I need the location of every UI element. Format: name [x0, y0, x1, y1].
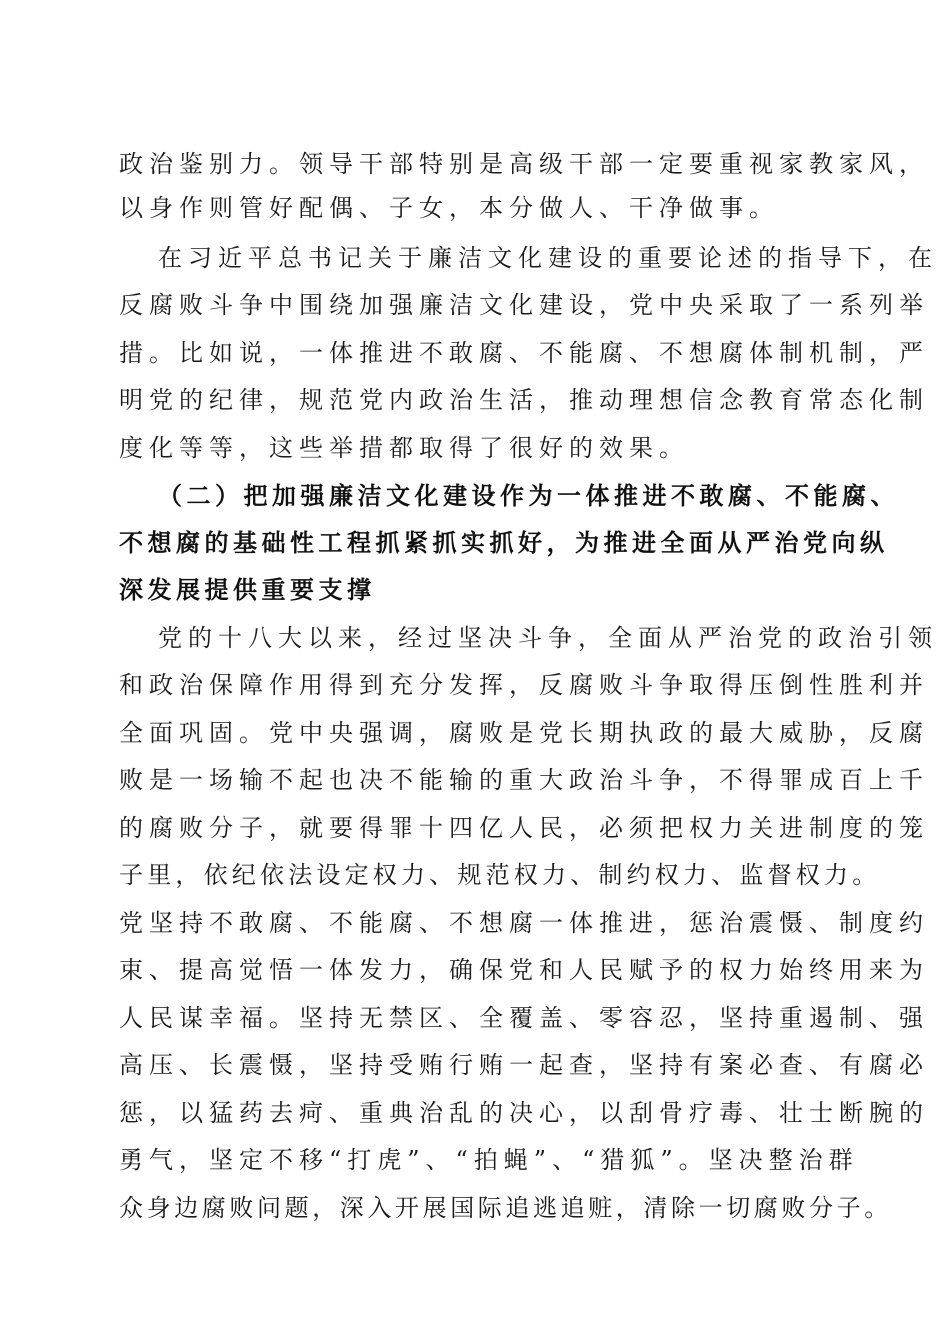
paragraph-line: 党的十八大以来，经过坚决斗争，全面从严治党的政治引领 — [158, 624, 938, 652]
paragraph-line: 度化等等，这些举措都取得了很好的效果。 — [119, 434, 689, 462]
heading-line: 不想腐的基础性工程抓紧抓实抓好，为推进全面从严治党向纵 — [119, 529, 889, 557]
heading-line: 深发展提供重要支撑 — [119, 576, 376, 604]
heading-line: （二）把加强廉洁文化建设作为一体推进不敢腐、不能腐、 — [158, 482, 899, 510]
paragraph-line: 全面巩固。党中央强调，腐败是党长期执政的最大威胁，反腐 — [119, 719, 929, 747]
paragraph-line: 子里，依纪依法设定权力、规范权力、制约权力、监督权力。 — [119, 861, 881, 889]
paragraph-line: 高压、长震慑，坚持受贿行贿一起查，坚持有案必查、有腐必 — [119, 1051, 929, 1079]
paragraph-line: 和政治保障作用得到充分发挥，反腐败斗争取得压倒性胜利并 — [119, 671, 929, 699]
paragraph-line: 明党的纪律，规范党内政治生活，推动理想信念教育常态化制 — [119, 386, 929, 414]
paragraph-line: 勇气，坚定不移“打虎”、“拍蝇”、“猎狐”。坚决整治群 — [119, 1146, 859, 1174]
paragraph-line: 党坚持不敢腐、不能腐、不想腐一体推进，惩治震慑、制度约 — [119, 909, 929, 937]
paragraph-line: 在习近平总书记关于廉洁文化建设的重要论述的指导下，在 — [158, 244, 938, 272]
paragraph-line: 政治鉴别力。领导干部特别是高级干部一定要重视家教家风， — [119, 150, 929, 178]
paragraph-line: 束、提高觉悟一体发力，确保党和人民赋予的权力始终用来为 — [119, 956, 929, 984]
paragraph-line: 败是一场输不起也决不能输的重大政治斗争，不得罪成百上千 — [119, 766, 929, 794]
paragraph-line: 措。比如说，一体推进不敢腐、不能腐、不想腐体制机制，严 — [119, 339, 929, 367]
paragraph-line: 以身作则管好配偶、子女，本分做人、干净做事。 — [119, 194, 779, 222]
paragraph-line: 众身边腐败问题，深入开展国际追逃追赃，清除一切腐败分子。 — [119, 1194, 892, 1222]
paragraph-line: 人民谋幸福。坚持无禁区、全覆盖、零容忍，坚持重遏制、强 — [119, 1004, 929, 1032]
paragraph-line: 反腐败斗争中围绕加强廉洁文化建设，党中央采取了一系列举 — [119, 291, 929, 319]
paragraph-line: 的腐败分子，就要得罪十四亿人民，必须把权力关进制度的笼 — [119, 814, 929, 842]
paragraph-line: 惩，以猛药去疴、重典治乱的决心，以刮骨疗毒、壮士断腕的 — [119, 1099, 929, 1127]
